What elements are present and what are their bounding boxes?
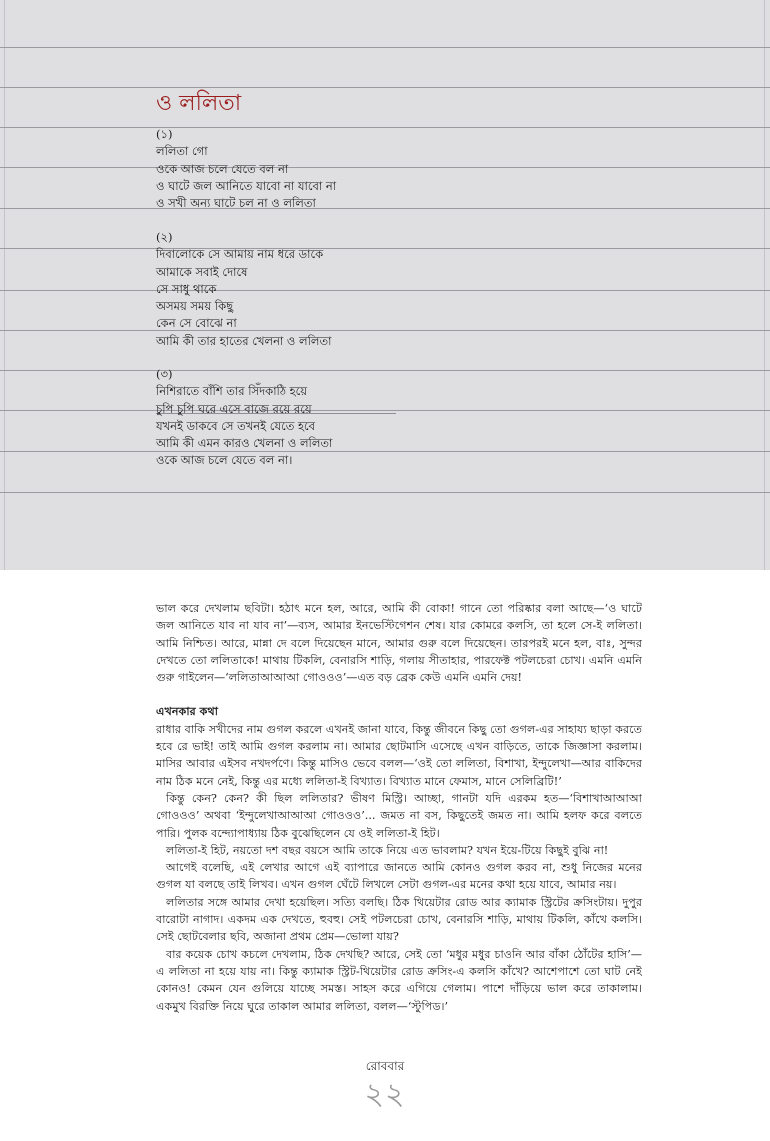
- article-paragraph: ভাল করে দেখলাম ছবিটা। হঠাৎ মনে হল, আরে, আমি কী বোকা! গানে তো পরিষ্কার বলা আছে—‘ও ঘাটে জল আনিতে যাব না যাব না’—ব্যস, আমার ইনভেস্টিগেশন শেষ। যার কোমরে কলসি, তা হলে সে-ই ললিতা। আমি নিশ্চিত। আরে, মান্না দে বলে দিয়েছেন মানে, আমার গুরু বলে দিয়েছেন। তারপরই মনে হল, বাঃ, সুন্দর দেখতে তো ললিতাকে! মাথায় টিকলি, বেনারসি শাড়ি, গলায় সীতাহার, পারফেক্ট পটলচেরা চোখ। এমনি এমনি গুরু গাইলেন—‘ললিতাআআআ গোওওও’—এত বড় ব্রেক কেউ এমনি এমনি দেয়!: [156, 602, 642, 685]
- panel-rule: [0, 208, 770, 209]
- poem-line: ওকে আজ চলে যেতে বল না: [156, 161, 289, 176]
- article-paragraph: কিন্তু কেন? কেন? কী ছিল ললিতার? ভীষণ মিস্ট্রি। আচ্ছা, গানটা যদি এরকম হত—‘বিশাখাআআআ গোওওও’ অথবা ‘ইন্দুলেখাআআআ গোওওও’... জমত না বস, কিছুতেই জমত না। আমি হলফ করে বলতে পারি। পুলক বন্দ্যোপাধ্যায় ঠিক বুঝেছিলেন যে ওই ললিতা-ই হিট।: [156, 791, 642, 840]
- panel-rule: [0, 248, 770, 249]
- article-paragraph: বার কয়েক চোখ কচলে দেখলাম, ঠিক দেখছি? আরে, সেই তো ‘মধুর মধুর চাওনি আর বাঁকা ঠোঁটের হাসি’—এ ললিতা না হয়ে যায় না। কিন্তু ক্যামাক স্ট্রিট-থিয়েটার রোড ক্রসিং-এ কলসি কাঁখে? আশেপাশে তো ঘাট নেই কোনও! কেমন যেন গুলিয়ে যাচ্ছে সমস্ত। সাহস করে এগিয়ে গেলাম। পাশে দাঁড়িয়ে ভাল করে তাকালাম। একমুখ বিরক্তি নিয়ে ঘুরে তাকাল আমার ললিতা, বলল—‘স্টুপিড।’: [156, 947, 642, 1013]
- page-number: ২২: [364, 1077, 406, 1112]
- stanza-number: (৩): [156, 367, 173, 381]
- poem-line: আমি কী এমন কারও খেলনা ও ললিতা: [156, 436, 333, 451]
- poem-title: ও ললিতা: [156, 91, 242, 116]
- panel-rule: [0, 87, 770, 88]
- poem-line: আমি কী তার হাতের খেলনা ও ললিতা: [156, 333, 332, 348]
- panel-rule: [0, 370, 770, 371]
- panel-rule: [0, 167, 770, 168]
- poem-stanza-2: [156, 229, 331, 350]
- panel-rule: [0, 290, 770, 291]
- poem-line: ওকে আজ চলে যেতে বল না।: [156, 453, 293, 468]
- poem-line: চুপি চুপি ঘরে এসে বাজে রয়ে রয়ে: [156, 401, 312, 416]
- panel-rule: [0, 47, 770, 48]
- article-body: [156, 600, 642, 1015]
- margin-line-right: [764, 0, 765, 570]
- stanza-number: (২): [156, 230, 173, 244]
- panel-rule: [0, 330, 770, 331]
- panel-rule: [0, 410, 770, 411]
- poem-line: দিবালোকে সে আমায় নাম ধরে ডাকে: [156, 247, 324, 262]
- panel-rule: [0, 451, 770, 452]
- poem-line: সে সাধু থাকে: [156, 281, 217, 296]
- poem-line: ও ঘাটে জল আনিতে যাবো না যাবো না: [156, 178, 337, 193]
- article-paragraph: রাধার বাকি সখীদের নাম গুগল করলে এখনই জানা যাবে, কিন্তু জীবনে কিছু তো গুগল-এর সাহায্য ছাড়া করতে হবে রে ভাই! তাই আমি গুগল করলাম না। আমার ছোটমাসি এসেছে এখন বাড়িতে, তাকে জিজ্ঞাসা করলাম। মাসির আবার এইসব নখদর্পণে। কিন্তু মাসিও ভেবে বলল—‘ওই তো ললিতা, বিশাখা, ইন্দুলেখা—আর বাকিদের নাম ঠিক মনে নেই, কিন্তু এর মধ্যে ললিতা-ই বিখ্যাত। বিখ্যাত মানে ফেমাস, মানে সেলিব্রিটি!’: [156, 722, 642, 788]
- poem-line: কেন সে বোঝে না: [156, 316, 237, 331]
- poem-stanza-1: [156, 126, 336, 212]
- poem-line: ললিতা গো: [156, 144, 208, 159]
- section-heading: এখনকার কথা: [156, 704, 218, 719]
- article-paragraph: আগেই বলেছি, এই লেখার আগে এই ব্যাপারে জানতে আমি কোনও গুগল করব না, শুধু নিজের মনের গুগল যা বলছে তাই লিখব। এখন গুগল ঘেঁটে লিখলে সেটা গুগল-এর মনের কথা হয়ে যাবে, আমার নয়।: [156, 861, 642, 892]
- stanza-number: (১): [156, 127, 173, 141]
- poem-line: যখনই ডাকবে সে তখনই যেতে হবে: [156, 418, 316, 433]
- margin-line-left: [4, 0, 5, 570]
- panel-rule: [0, 127, 770, 128]
- article-paragraph: ললিতা-ই হিট, নয়তো দশ বছর বয়সে আমি তাকে নিয়ে এত ভাবলাম? যখন ইয়ে-টিয়ে কিছুই বুঝি না!: [166, 843, 609, 857]
- poem-line: ও সখী অন্য ঘাটে চল না ও ললিতা: [156, 196, 316, 211]
- poem-line: নিশিরাতে বাঁশি তার সিঁদকাঠি হয়ে: [156, 384, 308, 399]
- poem-panel: [0, 0, 770, 570]
- footer-label: রোববার: [365, 1059, 405, 1073]
- poem-line: অসময় সময় কিছু: [156, 299, 234, 314]
- poem-line: আমাকে সবাই দোষে: [156, 264, 248, 279]
- article-paragraph: ললিতার সঙ্গে আমার দেখা হয়েছিল। সত্যি বলছি। ঠিক থিয়েটার রোড আর ক্যামাক স্ট্রিটের ক্রসিংটায়। দুপুর বারোটা নাগাদ। একদম এক দেখতে, হুবহু। সেই পটলচেরা চোখ, বেনারসি শাড়ি, মাথায় টিকলি, কাঁখে কলসি। সেই ছোটবেলার ছবি, অজানা প্রথম প্রেম—ভোলা যায়?: [156, 895, 642, 944]
- panel-rule: [0, 492, 770, 493]
- poem-stanza-3: [156, 366, 332, 470]
